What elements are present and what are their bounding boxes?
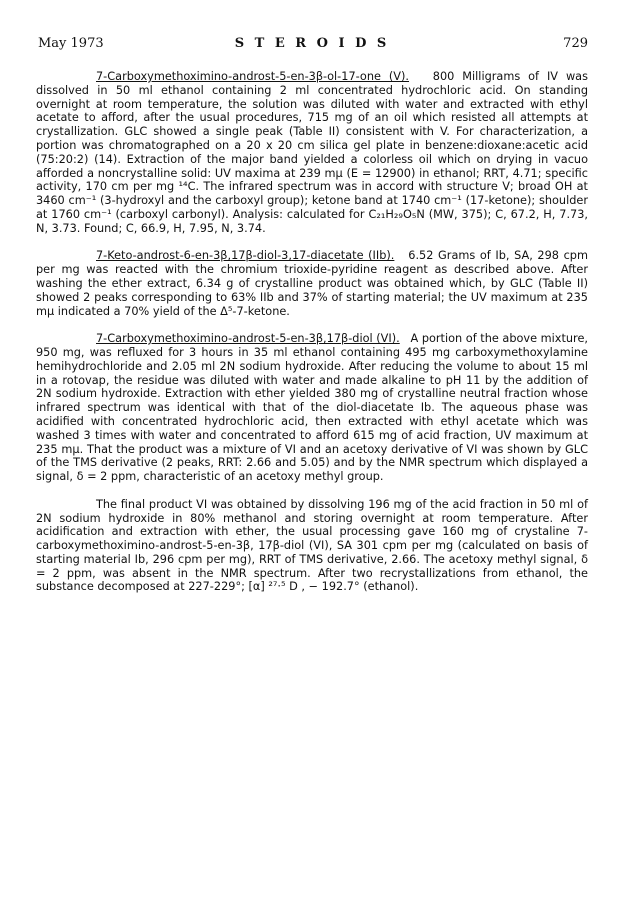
- compound-iib-title: 7-Keto-androst-6-en-3β,17β-diol-3,17-diacetate (IIb).: [96, 249, 395, 263]
- compound-iib-text: 6.52 Grams of Ib, SA, 298 cpm per mg was reacted with the chromium trioxide-pyridine reagent as described above. After washing the ether extract, 6.34 g of crystalline product was obtained which, by GLC (Table II) showed 2 peaks corresponding to 63% IIb and 37% of starting material; the UV maximum at 235 mμ indicated a 70% yield of the Δ⁵-7-ketone.: [36, 249, 588, 318]
- compound-vi-title: 7-Carboxymethoximino-androst-5-en-3β,17β-diol (VI).: [96, 332, 400, 346]
- page-number: 729: [563, 36, 588, 51]
- compound-v-title: 7-Carboxymethoximino-androst-5-en-3β-ol-17-one (V).: [96, 70, 410, 83]
- article-body: [36, 70, 588, 608]
- compound-v-text: 800 Milligrams of IV was dissolved in 50 ml ethanol containing 2 ml concentrated hydrochloric acid. On standing overnight at room temperature, the solution was diluted with water and extracted with ethyl acetate to afford, after the usual procedures, 715 mg of an oil which resisted all attempts at crystallization. GLC showed a single peak (Table II) consistent with V. For characterization, a portion was chromatographed on a 20 x 20 cm silica gel plate in benzene:dioxane:acetic acid (75:20:2) (14). Extraction of the major band yielded a colorless oil which on drying in vacuo afforded a noncrystalline solid: UV maxima at 239 mμ (E = 12900) in ethanol; RRT, 4.71; specific activity, 170 cm per mg ¹⁴C. The infrared spectrum was in accord with structure V; broad OH at 3460 cm⁻¹ (3-hydroxyl and the carboxyl group); ketone band at 1740 cm⁻¹ (17-ketone); shoulder at 1760 cm⁻¹ (carboxyl carbonyl). Analysis: calculated for C₂₁H₂₉O₅N (MW, 375); C, 67.2, H, 7.73, N, 3.73. Found; C, 66.9, H, 7.95, N, 3.74.: [36, 70, 588, 235]
- paragraph-compound-vi: [36, 332, 588, 484]
- paragraph-final-product: [36, 498, 588, 595]
- header-date: May 1973: [38, 36, 104, 51]
- final-product-text: The final product VI was obtained by dissolving 196 mg of the acid fraction in 50 ml of 2N sodium hydroxide in 80% methanol and storing overnight at room temperature. After acidification and extraction with ether, the usual processing gave 160 mg of crystaline 7-carboxymethoximino-androst-5-en-3β, 17β-diol (VI), SA 301 cpm per mg (calculated on basis of starting material Ib, 296 cpm per mg), RRT of TMS derivative, 2.66. The acetoxy methyl signal, δ = 2 ppm, was absent in the NMR spectrum. After two recrystallizations from ethanol, the substance decomposed at 227-229°; [α] ²⁷·⁵ D , − 192.7° (ethanol).: [36, 497, 588, 594]
- compound-vi-text: A portion of the above mixture, 950 mg, was refluxed for 3 hours in 35 ml ethanol containing 495 mg carboxymethoxylamine hemihydrochloride and 2.05 ml 2N sodium hydroxide. After reducing the volume to about 15 ml in a rotovap, the residue was diluted with water and made alkaline to pH 11 by the addition of 2N sodium hydroxide. Extraction with ether yielded 380 mg of crystalline neutral fraction whose infrared spectrum was identical with that of the diol-diacetate Ib. The aqueous phase was acidified with concentrated hydrochloric acid, then extracted with ethyl acetate which was washed 3 times with water and concentrated to afford 615 mg of acid fraction, UV maximum at 235 mμ. That the product was a mixture of VI and an acetoxy derivative of VI was shown by GLC of the TMS derivative (2 peaks, RRT: 2.66 and 5.05) and by the NMR spectrum which displayed a signal, δ = 2 ppm, characteristic of an acetoxy methyl group.: [36, 332, 588, 484]
- paragraph-compound-v: [36, 70, 588, 236]
- journal-name: S T E R O I D S: [234, 36, 390, 51]
- paragraph-compound-iib: [36, 249, 588, 318]
